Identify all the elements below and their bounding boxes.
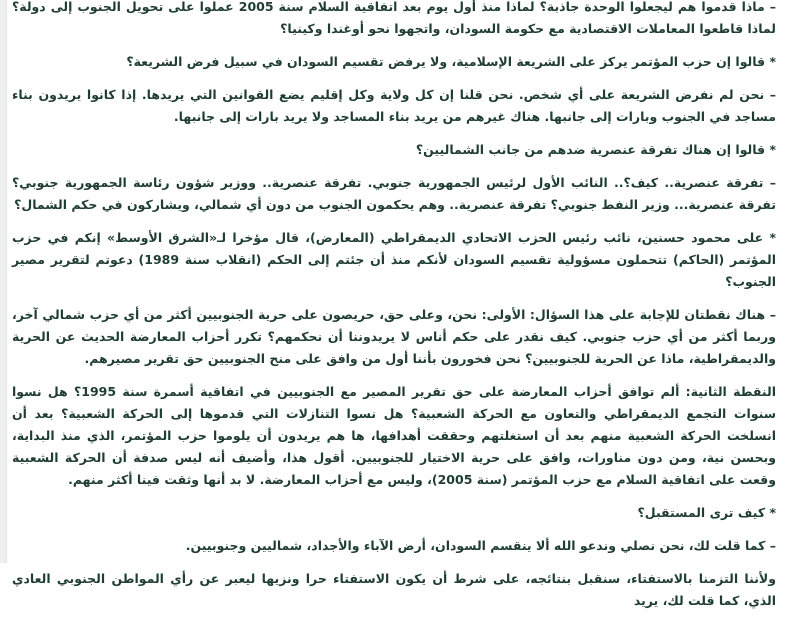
question-paragraph: * قالوا إن هناك تفرقة عنصرية ضدهم من جانب الشماليين؟: [415, 142, 776, 157]
answer-paragraph: – نحن لم نفرض الشريعة على أي شخص. نحن قلنا إن كل ولاية وكل إقليم يضع القوانين التي يريدها. إذا كانوا يريدون بناء مساجد في الجنوب وبارات إلى جانبها. هناك غيرهم من يريد بناء المساجد ولا يريد بارات إلى جانبها.: [12, 87, 776, 124]
question-paragraph: * على محمود حسنين، نائب رئيس الحزب الاتحادي الديمقراطي (المعارض)، قال مؤخرا لـ«الشرق الأوسط» إنكم في حزب المؤتمر (الحاكم) تتحملون مسؤولية تقسيم السودان لأنكم منذ أن جئتم إلى الحكم (انقلاب سنة 1989) دعوتم لتقرير مصير الجنوب؟: [12, 230, 776, 289]
question-paragraph: * كيف ترى المستقبل؟: [637, 505, 776, 520]
article-body: [12, 0, 776, 623]
left-page-border: [0, 0, 7, 563]
answer-paragraph: ولأننا التزمنا بالاستفتاء، سنقبل بنتائجه، على شرط أن يكون الاستفتاء حرا ونزيها ليعبر عن رأي المواطن الجنوبي العادي الذي، كما قلت لك، يريد: [12, 571, 776, 608]
answer-paragraph: – كما قلت لك، نحن نصلي وندعو الله ألا ينقسم السودان، أرض الآباء والأجداد، شماليين وجنوبيين.: [185, 538, 776, 553]
answer-paragraph: – تفرقة عنصرية.. كيف؟.. النائب الأول لرئيس الجمهورية جنوبي. تفرقة عنصرية.. ووزير شؤون رئاسة الجمهورية جنوبي؟ تفرقة عنصرية... وزير النفط جنوبي؟ تفرقة عنصرية.. وهم يحكمون الجنوب من دون أي شمالي، ويشاركون في حكم الشمال؟: [12, 175, 776, 212]
answer-paragraph: – هناك نقطتان للإجابة على هذا السؤال: الأولى: نحن، وعلى حق، حريصون على حرية الجنوبيين أكثر من أي حزب شمالي آخر، وربما أكثر من أي حزب جنوبي. كيف نقدر على حكم أناس لا يريدوننا أن نحكمهم؟ تكرر أحزاب المعارضة الحديث عن الحرية والديمقراطية، ماذا عن الحرية للجنوبيين؟ نحن فخورون بأننا أول من وافق على منح الجنوبيين حق تقرير مصيرهم.: [12, 307, 776, 366]
answer-paragraph: النقطة الثانية: ألم توافق أحزاب المعارضة على حق تقرير المصير مع الجنوبيين في اتفاقية أسمرة سنة 1995؟ هل نسوا سنوات التجمع الديمقراطي والتعاون مع الحركة الشعبية؟ هل نسوا التنازلات التي قدموها إلى الحركة الشعبية؟ بعد أن انسلخت الحركة الشعبية منهم بعد أن استغلتهم وحققت أهدافها، ها هم يريدون أن يلوموا حزب المؤتمر، الذي منذ البداية، وبحسن نية، ومن دون مناورات، وافق على حرية الاختيار للجنوبيين. أقول هذا، وأضيف أنه ليس صدفة أن الحركة الشعبية وقعت على اتفاقية السلام مع حزب المؤتمر (سنة 2005)، وليس مع أحزاب المعارضة. لا بد أنها وثقت فينا أكثر منهم.: [12, 384, 776, 487]
answer-paragraph: – ماذا قدموا هم ليجعلوا الوحدة جاذبة؟ لماذا منذ أول يوم بعد اتفاقية السلام سنة 2005 عملوا على تحويل الجنوب إلى دولة؟ لماذا قاطعوا المعاملات الاقتصادية مع حكومة السودان، واتجهوا نحو أوغندا وكينيا؟: [12, 0, 777, 36]
question-paragraph: * قالوا إن حزب المؤتمر يركز على الشريعة الإسلامية، ولا يرفض تقسيم السودان في سبيل فرض الشريعة؟: [126, 54, 776, 69]
